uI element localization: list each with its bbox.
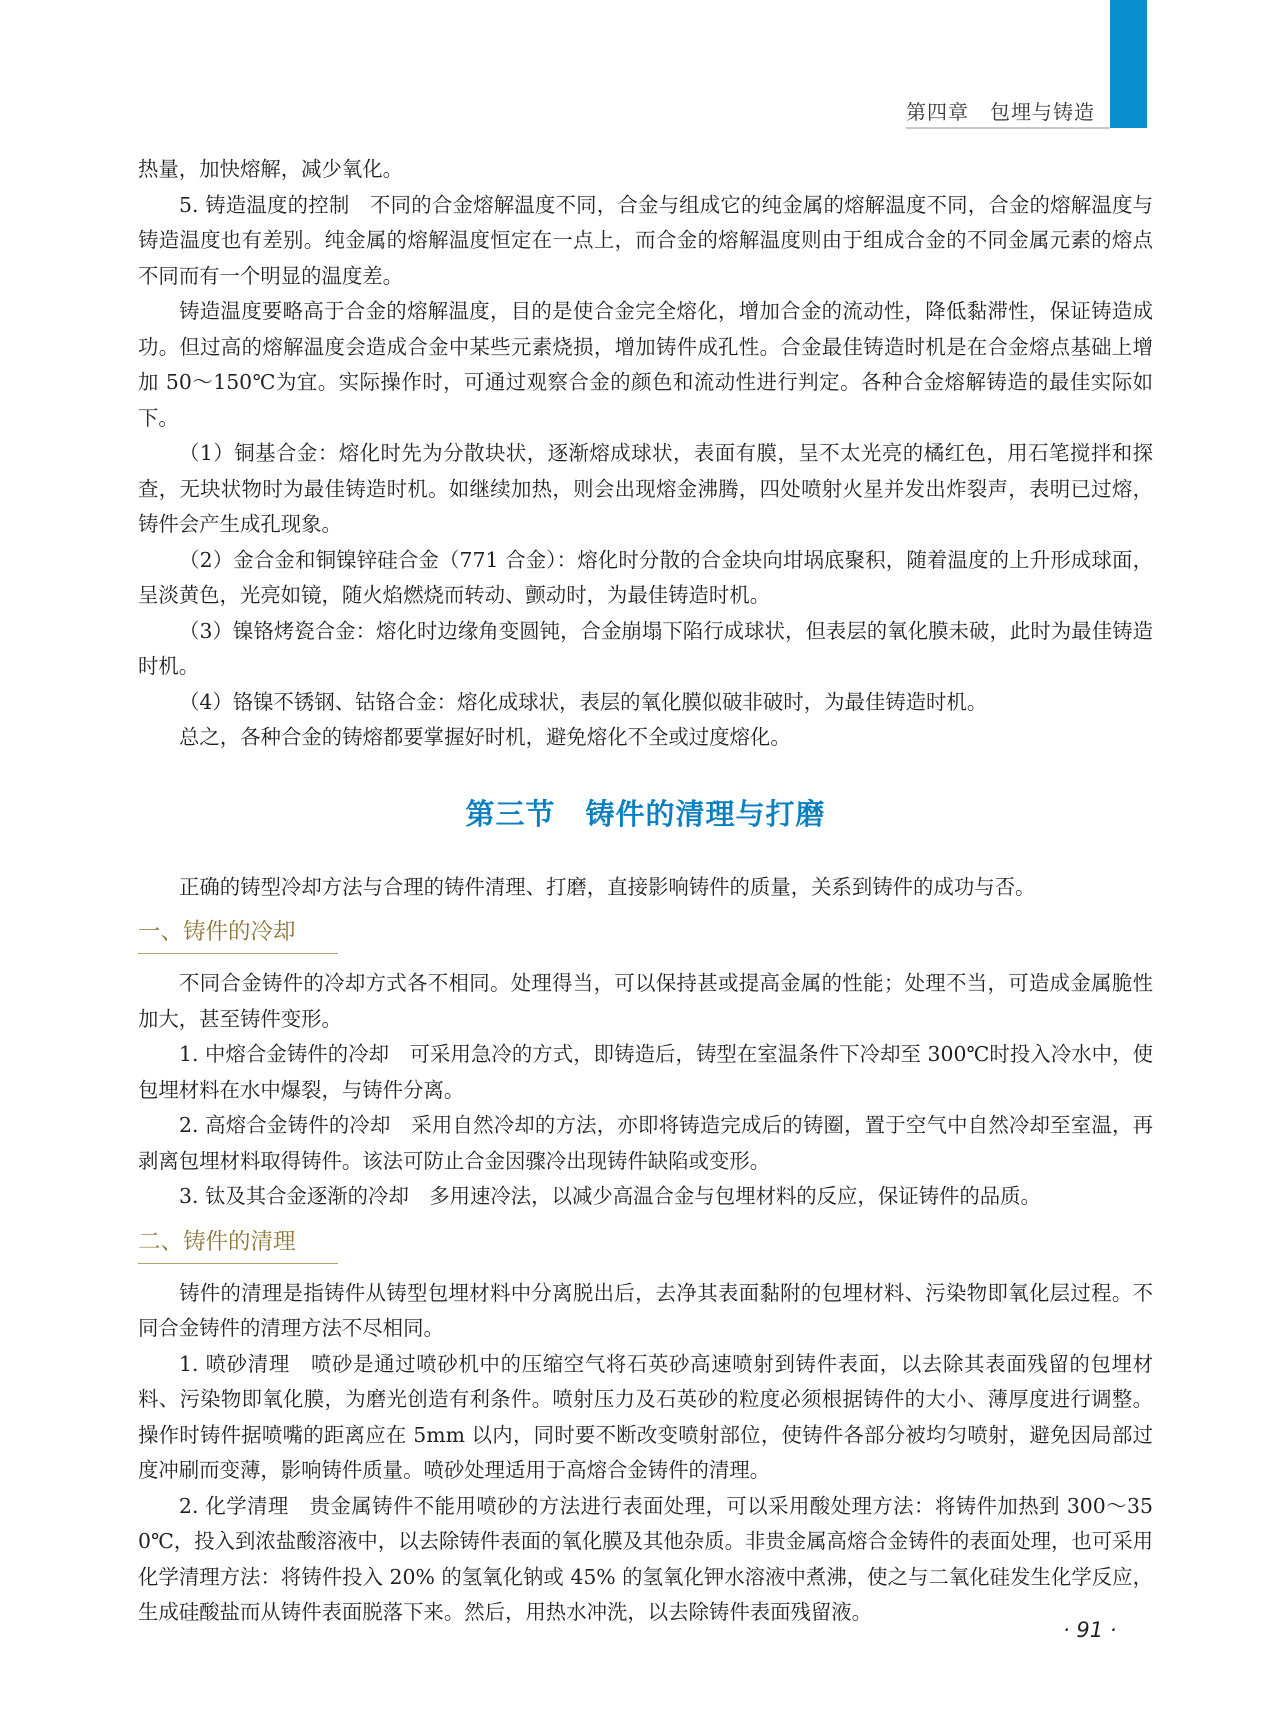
paragraph: 1. 中熔合金铸件的冷却 可采用急冷的方式，即铸造后，铸型在室温条件下冷却至 300℃时投入冷水中，使包埋材料在水中爆裂，与铸件分离。 bbox=[138, 1042, 1153, 1102]
paragraph: 5. 铸造温度的控制 不同的合金熔解温度不同，合金与组成它的纯金属的熔解温度不同，合金的熔解温度与铸造温度也有差别。纯金属的熔解温度恒定在一点上，而合金的熔解温度则由于组成合金的不同金属元素的熔点不同而有一个明显的温度差。 bbox=[138, 192, 1153, 288]
paragraph: 热量，加快熔解，减少氧化。 bbox=[138, 157, 404, 181]
subsection-title-cooling: 一、铸件的冷却 bbox=[138, 919, 296, 945]
paragraph: 铸造温度要略高于合金的熔解温度，目的是使合金完全熔化，增加合金的流动性，降低黏滞性，保证铸造成功。但过高的熔解温度会造成合金中某些元素烧损，增加铸件成孔性。合金最佳铸造时机是在合金熔点基础上增加 50～150℃为宜。实际操作时，可通过观察合金的颜色和流动性进行判定。各种合金熔解铸造的最佳实际如下。 bbox=[138, 299, 1153, 430]
paragraph: （3）镍铬烤瓷合金：熔化时边缘角变圆钝，合金崩塌下陷行成球状，但表层的氧化膜未破，此时为最佳铸造时机。 bbox=[138, 618, 1153, 678]
paragraph: （2）金合金和铜镍锌硅合金（771 合金）：熔化时分散的合金块向坩埚底聚积，随着温度的上升形成球面，呈淡黄色，光亮如镜，随火焰燃烧而转动、颤动时，为最佳铸造时机。 bbox=[138, 547, 1153, 607]
paragraph: 2. 高熔合金铸件的冷却 采用自然冷却的方法，亦即将铸造完成后的铸圈，置于空气中自然冷却至室温，再剥离包埋材料取得铸件。该法可防止合金因骤冷出现铸件缺陷或变形。 bbox=[138, 1113, 1153, 1173]
section-intro: 正确的铸型冷却方法与合理的铸件清理、打磨，直接影响铸件的质量，关系到铸件的成功与否。 bbox=[179, 874, 1036, 899]
subsection-underline bbox=[138, 1263, 338, 1264]
page-number: · 91 · bbox=[1063, 1618, 1117, 1642]
paragraph: （1）铜基合金：熔化时先为分散块状，逐渐熔成球状，表面有膜，呈不太光亮的橘红色，用石笔搅拌和探查，无块状物时为最佳铸造时机。如继续加热，则会出现熔金沸腾，四处喷射火星并发出炸裂声，表明已过熔，铸件会产生成孔现象。 bbox=[138, 441, 1153, 536]
page-body bbox=[138, 152, 1153, 1631]
subsection-title-cleaning: 二、铸件的清理 bbox=[138, 1228, 296, 1255]
paragraph: 1. 喷砂清理 喷砂是通过喷砂机中的压缩空气将石英砂高速喷射到铸件表面，以去除其表面残留的包埋材料、污染物即氧化膜，为磨光创造有利条件。喷射压力及石英砂的粒度必须根据铸件的大小、薄厚度进行调整。操作时铸件据喷嘴的距离应在 5mm 以内，同时要不断改变喷射部位，使铸件各部分被均匀喷射，避免因局部过度冲刷而变薄，影响铸件质量。喷砂处理适用于高熔合金铸件的清理。 bbox=[138, 1351, 1153, 1482]
subsection-underline bbox=[138, 953, 338, 954]
paragraph: 铸件的清理是指铸件从铸型包埋材料中分离脱出后，去净其表面黏附的包埋材料、污染物即氧化层过程。不同合金铸件的清理方法不尽相同。 bbox=[138, 1280, 1153, 1340]
header-rule bbox=[906, 127, 1110, 129]
paragraph: 不同合金铸件的冷却方式各不相同。处理得当，可以保持甚或提高金属的性能；处理不当，可造成金属脆性加大，甚至铸件变形。 bbox=[138, 971, 1153, 1031]
paragraph: （4）铬镍不锈钢、钴铬合金：熔化成球状，表层的氧化膜似破非破时，为最佳铸造时机。 bbox=[179, 689, 988, 714]
paragraph: 总之，各种合金的铸熔都要掌握好时机，避免熔化不全或过度熔化。 bbox=[179, 725, 791, 749]
section-title: 第三节 铸件的清理与打磨 bbox=[465, 796, 826, 831]
paragraph: 2. 化学清理 贵金属铸件不能用喷砂的方法进行表面处理，可以采用酸处理方法：将铸件加热到 300～350℃，投入到浓盐酸溶液中，以去除铸件表面的氧化膜及其他杂质。非贵金属高熔合金铸件的表面处理，也可采用化学清理方法：将铸件投入 20% 的氢氧化钠或 45% 的氢氧化钾水溶液中煮沸，使之与二氧化硅发生化学反应，生成硅酸盐而从铸件表面脱落下来。然后，用热水冲洗，以去除铸件表面残留液。 bbox=[138, 1493, 1153, 1624]
top-paragraphs bbox=[138, 152, 1153, 756]
paragraph: 3. 钛及其合金逐渐的冷却 多用速冷法，以减少高温合金与包埋材料的反应，保证铸件的品质。 bbox=[179, 1184, 1041, 1208]
chapter-tab-bar bbox=[1110, 0, 1147, 128]
chapter-header: 第四章 包埋与铸造 bbox=[906, 100, 1095, 124]
